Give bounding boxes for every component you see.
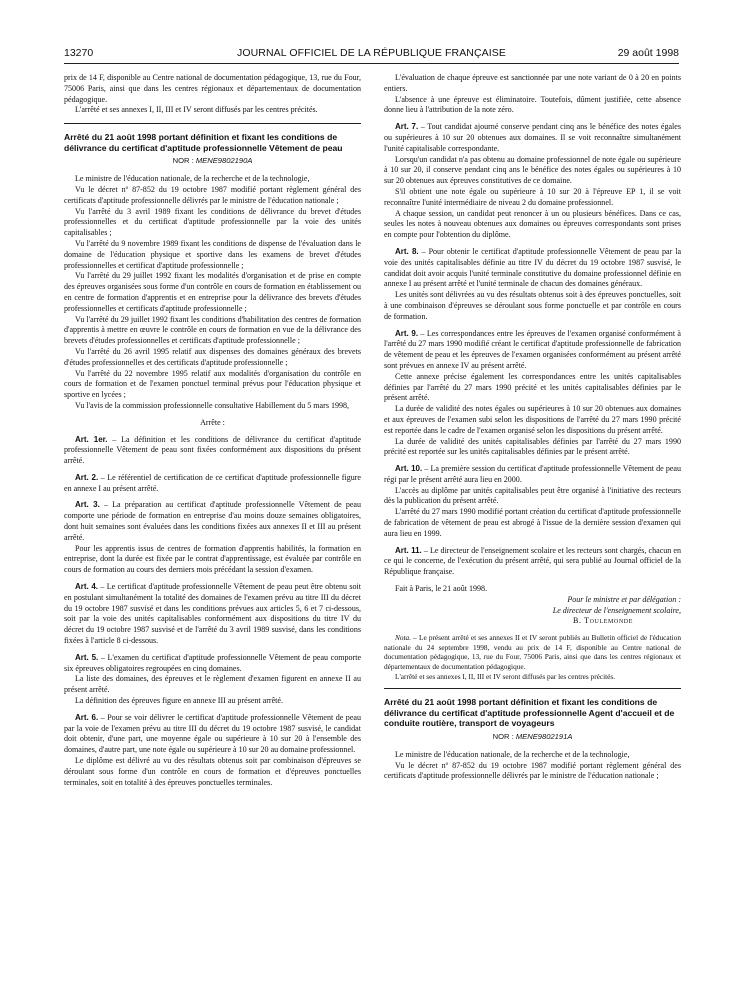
body-paragraph: L'évaluation de chaque épreuve est sanctionnée par une note variant de 0 à 20 en points entiers.: [384, 73, 681, 93]
article-paragraph: Lorsqu'un candidat n'a pas obtenu au domaine professionnel de note égale ou supérieure à 10 sur 20, il conserve pendant cinq ans le bénéfice des notes égales ou supérieures à 10 sur 20 obtenues aux épreuves constitutives de ce domaine.: [384, 154, 681, 186]
article-paragraph: Pour les apprentis issus de centres de formation d'apprentis habilités, la formation en entreprise, dont la durée est fixée par le contrat d'apprentissage, est évaluée par contrôle en cours de formation au cours des derniers mois précédant la session d'examen.: [64, 543, 361, 575]
article-paragraph: S'il obtient une note égale ou supérieure à 10 sur 20 à l'épreuve EP 1, il se voit reconnaître l'unité intermédiaire de niveau 2 du domaine professionnel.: [384, 186, 681, 207]
article-text: La préparation au certificat d'aptitude professionnelle Vêtement de peau comporte une période de formation en entreprise d'au moins douze semaines obligatoires, dont huit semaines sont évaluées dans les conditions fixées aux annexes II et III au présent arrêté.: [64, 500, 361, 542]
issue-date: 29 août 1998: [617, 47, 679, 59]
article-paragraph: Art. 2. – Le référentiel de certification de ce certificat d'aptitude professionnelle figure en annexe I au présent arrêté.: [64, 472, 361, 493]
page-header: [64, 47, 679, 63]
nor-label: NOR :: [172, 156, 194, 166]
article-label: Art. 3.: [75, 500, 100, 510]
article-label: Art. 1er.: [75, 434, 108, 444]
preamble-paragraph: Vu l'arrêté du 26 avril 1995 relatif aux dispenses des domaines généraux des brevets d'études professionnelles et des certificats d'aptitude professionnelle ;: [64, 346, 361, 367]
article-paragraph: La liste des domaines, des épreuves et le règlement d'examen figurent en annexe II au présent arrêté.: [64, 674, 361, 695]
article-label: Art. 8.: [395, 246, 419, 256]
nor-code: MENE9802191A: [515, 732, 573, 741]
article-paragraph: Art. 11. – Le directeur de l'enseignement scolaire et les recteurs sont chargés, chacun en ce qui le concerne, de l'exécution du présent arrêté, qui sera publié au Journal officiel de la République française.: [384, 545, 681, 577]
article-paragraph: Art. 1er. – La définition et les conditions de délivrance du certificat d'aptitude professionnelle Vêtement de peau sont fixées conformément aux dispositions du présent arrêté.: [64, 434, 361, 466]
signature-place-date: Fait à Paris, le 21 août 1998.: [395, 584, 488, 594]
article-paragraph: Art. 3. – La préparation au certificat d'aptitude professionnelle Vêtement de peau comporte une période de formation en entreprise d'au moins douze semaines obligatoires, dont huit semaines sont évaluées dans les conditions fixées aux annexes II et III au présent arrêté.: [64, 500, 361, 542]
article-paragraph: Art. 4. – Le certificat d'aptitude professionnelle Vêtement de peau peut être obtenu soit en postulant simultanément la totalité des domaines de l'examen prévu au titre III du décret du 19 octobre 1987 susvisé et dans les conditions prévues aux articles 5, 6 et 7 ci-dessous, soit par la voie des unités capitalisables conformément aux dispositions du titre IV du décret du 19 octobre 1987 susvisé et de l'arrêté du 3 avril 1989 susvisé, dans les conditions fixées à l'article 8 ci-dessous.: [64, 582, 361, 646]
article-text: Pour obtenir le certificat d'aptitude professionnelle Vêtement de peau par la voie des unités capitalisables définie au titre IV du décret du 19 octobre 1987 susvisé, le candidat doit avoir acquis l'unité terminale constitutive du domaine professionnel définie en annexe I au présent arrêté et l'unité terminale de chacun des domaines généraux.: [384, 246, 681, 289]
nota-paragraph: L'arrêté et ses annexes I, II, III et IV seront diffusés par les centres précités.: [395, 671, 616, 681]
article-text: Les correspondances entre les épreuves de l'examen organisé conformément à l'arrêté du 27 mars 1990 modifié créant le certificat d'aptitude professionnelle de fabrication de vêtement de peau et les épreuves de l'examen organisées conformément au présent arrêté sont prévues en annexe IV au présent arrêté.: [384, 328, 681, 370]
intro-paragraph: L'arrêté et ses annexes I, II, III et IV seront diffusés par les centres précités.: [75, 105, 318, 115]
article-label: Art. 7.: [395, 122, 419, 132]
signature-delegation: Pour le ministre et par délégation :: [567, 594, 681, 604]
intro-paragraph: prix de 14 F, disponible au Centre national de documentation pédagogique, 13, rue du Four, 75006 Paris, ainsi que dans les centres régionaux et départementaux de documentation pédagogique.: [64, 73, 361, 104]
nota-paragraph: Nota. – Le présent arrêté et ses annexes II et IV seront publiés au Bulletin officiel de l'éducation nationale du 24 septembre 1998, vendu au prix de 14 F, disponible au Centre national de documentation pédagogique, 13, rue du Four, 75006 Paris, ainsi que dans les centres régionaux et départementaux de documentation pédagogique.: [384, 633, 681, 672]
nota-text: Le présent arrêté et ses annexes II et IV seront publiés au Bulletin officiel de l'éducation nationale du 24 septembre 1998, vendu au prix de 14 F, disponible au Centre national de documentation pédagogique, 13, rue du Four, 75006 Paris, ainsi que dans les centres régionaux et départementaux de documentation pédagogique.: [384, 633, 681, 672]
nor-reference: [384, 732, 681, 743]
article-paragraph: Art. 5. – L'examen du certificat d'aptitude professionnelle Vêtement de peau comporte six épreuves obligatoires regroupées en cinq domaines.: [64, 652, 361, 673]
arrete-heading: Arrête :: [200, 417, 225, 427]
article-paragraph: Art. 6. – Pour se voir délivrer le certificat d'aptitude professionnelle Vêtement de peau par la voie de l'examen prévu au titre III du décret du 19 octobre 1987 susvisé, le candidat doit obtenir, d'une part, une moyenne égale ou supérieure à 10 sur 20 à l'ensemble des domaines, d'autre part, une note égale ou supérieure à 10 sur 20 au domaine professionnel.: [64, 712, 361, 755]
signature-role: Le directeur de l'enseignement scolaire,: [552, 605, 681, 615]
article-paragraph: Les unités sont délivrées au vu des résultats obtenus soit à des épreuves ponctuelles, soit à une combinaison d'épreuves se déroulant sous forme ponctuelle et par contrôle en cours de formation.: [384, 290, 681, 321]
preamble-paragraph: Vu l'arrêté du 3 avril 1989 fixant les conditions de délivrance du brevet d'études professionnelles et du certificat d'aptitude professionnelle par la voie des unités capitalisables ;: [64, 206, 361, 238]
preamble-paragraph: Vu l'arrêté du 22 novembre 1995 relatif aux modalités d'organisation du contrôle en cours de formation et de l'examen ponctuel terminal prévus pour l'éducation physique et sportive en lycées ;: [64, 368, 361, 400]
right-column: [384, 73, 681, 988]
nor-reference: [64, 156, 361, 167]
nor-code: MENE9802190A: [195, 156, 253, 166]
preamble-paragraph: Le ministre de l'éducation nationale, de la recherche et de la technologie,: [75, 174, 310, 184]
preamble-paragraph: Vu l'arrêté du 9 novembre 1989 fixant les conditions de dispense de l'évaluation dans le domaine de l'éducation physique et sportive dans les examens de brevet d'études professionnelles et certificat d'aptitude professionnelle ;: [64, 238, 361, 270]
article-label: Art. 2.: [75, 472, 99, 482]
article-paragraph: Cette annexe précise également les correspondances entre les unités capitalisables définies par l'arrêté du 27 mars 1990 précité et les unités capitalisables définies par le présent arrêté.: [384, 371, 681, 403]
signature-name: B. Toulemonde: [573, 616, 633, 626]
article-text: L'examen du certificat d'aptitude professionnelle Vêtement de peau comporte six épreuves obligatoires regroupées en cinq domaines.: [64, 652, 361, 673]
article-label: Art. 6.: [75, 712, 99, 722]
page-number: 13270: [64, 47, 94, 59]
section-separator: [64, 123, 361, 124]
article-label: Art. 9.: [395, 328, 419, 338]
article-label: Art. 5.: [75, 652, 99, 662]
article-text: Le référentiel de certification de ce certificat d'aptitude professionnelle figure en annexe I au présent arrêté.: [64, 472, 361, 493]
article-label: Art. 10.: [395, 464, 423, 474]
left-column: [64, 73, 361, 988]
nor-label: NOR :: [492, 732, 514, 741]
article-text: Pour se voir délivrer le certificat d'aptitude professionnelle Vêtement de peau par la voie de l'examen prévu au titre III du décret du 19 octobre 1987 susvisé, le candidat doit obtenir, d'une part, une moyenne égale ou supérieure à 10 sur 20 à l'ensemble des domaines, d'autre part, une note égale ou supérieure à 10 sur 20 au domaine professionnel.: [64, 712, 361, 755]
article-paragraph: Art. 8. – Pour obtenir le certificat d'aptitude professionnelle Vêtement de peau par la voie des unités capitalisables définie au titre IV du décret du 19 octobre 1987 susvisé, le candidat doit avoir acquis l'unité terminale constitutive du domaine professionnel définie en annexe I au présent arrêté et l'unité terminale de chacun des domaines généraux.: [384, 246, 681, 289]
section-separator: [384, 688, 681, 689]
article-paragraph: Art. 7. – Tout candidat ajourné conserve pendant cinq ans le bénéfice des notes égales ou supérieures à 10 sur 20 obtenues aux domaines. Il se voit reconnaître simultanément l'unité capitalisable correspondante.: [384, 122, 681, 153]
article-text: La première session du certificat d'aptitude professionnelle Vêtement de peau régi par le présent arrêté aura lieu en 2000.: [384, 464, 681, 484]
article-paragraph: A chaque session, un candidat peut renoncer à un ou plusieurs bénéfices. Dans ce cas, seules les notes à nouveau obtenues aux domaines ou épreuves correspondants sont prises en compte pour l'obtention du diplôme.: [384, 208, 681, 240]
article-paragraph: La durée de validité des notes égales ou supérieures à 10 sur 20 obtenues aux domaines et aux épreuves de l'examen subi selon les dispositions de l'arrêté du 27 mars 1990 précité est reportée dans le cadre de l'examen organisé selon les dispositions du présent arrêté.: [384, 404, 681, 435]
article-label: Art. 4.: [75, 582, 98, 592]
article-text: Le directeur de l'enseignement scolaire et les recteurs sont chargés, chacun en ce qui le concerne, de l'exécution du présent arrêté, qui sera publié au Journal officiel de la République française.: [384, 545, 681, 577]
article-paragraph: Le diplôme est délivré au vu des résultats obtenus soit par combinaison d'épreuves se déroulant sous forme d'un contrôle en cours de formation et d'épreuves ponctuelles terminales, soit en totalité à des épreuves ponctuelles terminales.: [64, 756, 361, 787]
article-paragraph: Art. 10. – La première session du certificat d'aptitude professionnelle Vêtement de peau régi par le présent arrêté aura lieu en 2000.: [384, 464, 681, 484]
nota-label: Nota.: [395, 633, 412, 643]
preamble-paragraph: Vu l'arrêté du 29 juillet 1992 fixant les modalités d'organisation et de prise en compte des épreuves organisées sous forme d'un contrôle en cours de formation en établissement ou en centre de formation d'apprentis et en entreprise pour la délivrance des brevets d'études professionnelles et certificats d'aptitude professionnelle ;: [64, 271, 361, 313]
article-paragraph: Art. 9. – Les correspondances entre les épreuves de l'examen organisé conformément à l'arrêté du 27 mars 1990 modifié créant le certificat d'aptitude professionnelle de fabrication de vêtement de peau et les épreuves de l'examen organisées conformément au présent arrêté sont prévues en annexe IV au présent arrêté.: [384, 328, 681, 370]
article-paragraph: L'arrêté du 27 mars 1990 modifié portant création du certificat d'aptitude professionnelle de fabrication de vêtement de peau est abrogé à l'issue de la dernière session d'examen qui aura lieu en 1999.: [384, 507, 681, 538]
article-paragraph: La définition des épreuves figure en annexe III au présent arrêté.: [75, 696, 284, 706]
article-text: Tout candidat ajourné conserve pendant cinq ans le bénéfice des notes égales ou supérieures à 10 sur 20 obtenues aux domaines. Il se voit reconnaître simultanément l'unité capitalisable correspondante.: [384, 122, 681, 153]
article-text: La définition et les conditions de délivrance du certificat d'aptitude professionnelle Vêtement de peau sont fixées conformément aux dispositions du présent arrêté.: [64, 434, 361, 466]
decree-title: Arrêté du 21 août 1998 portant définition et fixant les conditions de délivrance du certificat d'aptitude professionnelle Vêtement de peau: [64, 132, 343, 153]
preamble-paragraph: Vu l'avis de la commission professionnelle consultative Habillement du 5 mars 1998,: [75, 400, 350, 410]
article-paragraph: L'accès au diplôme par unités capitalisables peut être organisé à l'initiative des recteurs dès la publication du présent arrêté.: [384, 485, 681, 506]
header-rule: [64, 63, 679, 64]
decree-title: Arrêté du 21 août 1998 portant définition et fixant les conditions de délivrance du certificat d'aptitude professionnelle Agent d'accueil et de conduite routière, transport de voyageurs: [384, 697, 675, 729]
preamble-paragraph: Vu le décret nº 87-852 du 19 octobre 1987 modifié portant règlement général des certificats d'aptitude professionnelle délivrés par le ministre de l'éducation nationale ;: [384, 760, 681, 781]
article-label: Art. 11.: [395, 545, 422, 555]
article-paragraph: La durée de validité des unités capitalisables définies par l'arrêté du 27 mars 1990 précité est reportée sur les unités capitalisables définies par le présent arrêté.: [384, 436, 681, 457]
preamble-paragraph: Le ministre de l'éducation nationale, de la recherche et de la technologie,: [395, 749, 630, 759]
article-text: Le certificat d'aptitude professionnelle Vêtement de peau peut être obtenu soit en postulant simultanément la totalité des domaines de l'examen prévu au titre III du décret du 19 octobre 1987 susvisé et dans les conditions prévues aux articles 5, 6 et 7 ci-dessous, soit par la voie des unités capitalisables conformément aux dispositions du titre IV du décret du 19 octobre 1987 susvisé et de l'arrêté du 3 avril 1989 susvisé, dans les conditions fixées à l'article 8 ci-dessous.: [64, 582, 361, 646]
body-paragraph: L'absence à une épreuve est éliminatoire. Toutefois, dûment justifiée, cette absence donne lieu à l'attribution de la note zéro.: [384, 94, 681, 115]
preamble-paragraph: Vu le décret nº 87-852 du 19 octobre 1987 modifié portant règlement général des certificats d'aptitude professionnelle délivrés par le ministre de l'éducation nationale ;: [64, 184, 361, 205]
preamble-paragraph: Vu l'arrêté du 29 juillet 1992 fixant les conditions d'habilitation des centres de formation d'apprentis à mettre en œuvre le contrôle en cours de formation en vue de la délivrance des brevets d'études professionnelles et certificats d'aptitude professionnelle ;: [64, 314, 361, 346]
journal-title: JOURNAL OFFICIEL DE LA RÉPUBLIQUE FRANÇAISE: [237, 47, 506, 59]
